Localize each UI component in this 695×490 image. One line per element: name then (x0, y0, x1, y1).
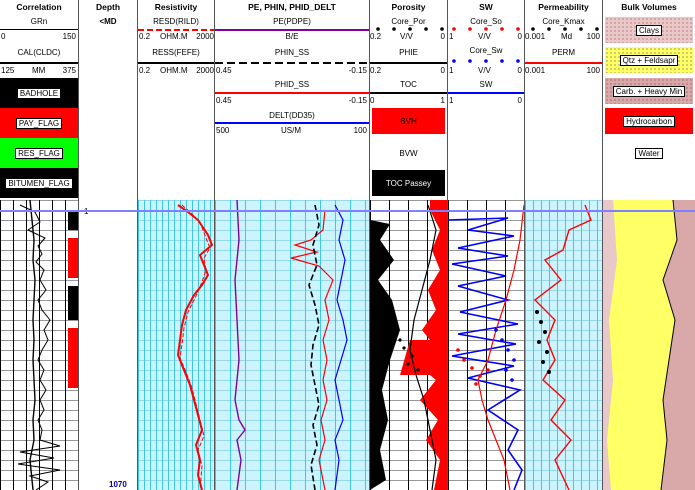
resd-curve (180, 205, 210, 490)
sw-title: SW (479, 2, 493, 12)
bvh-legend[interactable]: BVH (372, 108, 445, 134)
grn-curve (18, 205, 60, 490)
resistivity-track[interactable] (138, 200, 215, 490)
porosity-curves (370, 200, 448, 490)
correlation-track[interactable] (0, 200, 79, 490)
badhole-flag-band (68, 286, 78, 320)
badhole-flag[interactable]: BADHOLE (0, 78, 78, 108)
badhole-flag-band (68, 212, 78, 230)
core-sw-legend-dots (448, 56, 525, 66)
depth-unit: <MD (99, 17, 117, 26)
porosity-header: Porosity Core_Por 0.2 V/V 0 PHIE 0.2 0 TOC 0 1 BVH BVW TOC Passey (370, 0, 448, 200)
permeability-curves (525, 200, 603, 490)
delt-curve-name[interactable]: DELT(DD35) (269, 111, 315, 120)
sw-curve-name[interactable]: SW (479, 80, 493, 89)
porosity-track[interactable] (370, 200, 448, 490)
water-legend[interactable]: Water (605, 140, 693, 166)
cal-curve (30, 200, 35, 490)
pe-header: PE, PHIN, PHID_DELT PE(PDPE) B/E PHIN_SS 0.45 -0.15 PHID_SS 0.45 -0.15 DELT(DD35) 500 US/M 100 (215, 0, 370, 200)
delt-curve (335, 205, 347, 490)
depth-track[interactable] (79, 200, 138, 490)
core-so-curve-name[interactable]: Core_So (470, 17, 502, 26)
correlation-curves (0, 200, 79, 490)
permeability-header: Permeability Core_Kmax 0.001 Md 100 PERM 0.001 100 (525, 0, 603, 200)
core-sw-curve-name[interactable]: Core_Sw (469, 46, 503, 55)
phie-curve-name[interactable]: PHIE (399, 48, 418, 57)
core-sw-points (494, 328, 516, 382)
pay-flag-band (68, 238, 78, 278)
pe-curve-name[interactable]: PE(PDPE) (273, 17, 311, 26)
depth-header (79, 0, 138, 200)
grn-curve-name[interactable]: GRn (30, 17, 48, 26)
correlation-title: Correlation (16, 2, 62, 12)
resistivity-title: Resistivity (154, 2, 198, 12)
permeability-title: Permeability (538, 2, 589, 12)
permeability-track[interactable] (525, 200, 603, 490)
resd-curve-name[interactable]: RESD(RILD) (153, 17, 199, 26)
pe-title: PE, PHIN, PHID_DELT (248, 2, 336, 12)
toc-passey-legend[interactable]: TOC Passey (372, 170, 445, 196)
pe-track[interactable] (215, 200, 370, 490)
phid-curve (291, 210, 333, 490)
sw-curves (448, 200, 525, 490)
porosity-title: Porosity (391, 2, 426, 12)
qtz-feldspar-legend[interactable]: Qtz + Feldsapr (605, 47, 693, 73)
perm-curve (535, 205, 591, 490)
sw-header: SW Core_So 1 V/V 0 Core_Sw 1 V/V 0 SW 1 0 (448, 0, 525, 200)
carb-heavy-min-legend[interactable]: Carb. + Heavy Min (605, 78, 693, 104)
cal-curve-name[interactable]: CAL(CLDC) (17, 48, 61, 57)
bulk-volumes-curves (603, 200, 695, 490)
resistivity-header: Resistivity RESD(RILD) 0.2 OHM.M 2000 RESS(FEFE) 0.2 OHM.M 2000 (138, 0, 215, 200)
hydrocarbon-legend[interactable]: Hydrocarbon (605, 108, 693, 134)
pay-flag-band (68, 328, 78, 388)
depth-marker-line[interactable] (0, 210, 695, 212)
bulk-volumes-header (603, 0, 695, 200)
bulk-volumes-track[interactable] (603, 200, 695, 490)
bvw-fill (400, 340, 448, 375)
pe-curves (215, 200, 370, 490)
core-kmax-points (535, 310, 551, 374)
core-kmax-curve-name[interactable]: Core_Kmax (542, 17, 585, 26)
res-flag[interactable]: RES_FLAG (0, 138, 78, 168)
resistivity-curves (138, 200, 215, 490)
phid-curve-name[interactable]: PHID_SS (274, 80, 310, 89)
correlation-header: Correlation GRn 0 150 CAL(CLDC) 125 MM 375 BADHOLE PAY_FLAG RES_FLAG BITUMEN_FLAG (0, 0, 79, 200)
pe-curve (235, 200, 245, 490)
toc-curve-name[interactable]: TOC (400, 80, 417, 89)
depth-title: Depth (95, 2, 121, 12)
sw-curve (448, 218, 522, 490)
depth-1070-label: 1070 (109, 480, 127, 489)
ress-curve (178, 205, 212, 490)
perm-curve-name[interactable]: PERM (551, 48, 576, 57)
clays-legend[interactable]: Clays (605, 17, 693, 43)
phin-curve-name[interactable]: PHIN_SS (274, 48, 310, 57)
bitumen-flag[interactable]: BITUMEN_FLAG (0, 168, 78, 198)
toc-fill (370, 220, 400, 490)
ress-curve-name[interactable]: RESS(FEFE) (152, 48, 200, 57)
core-por-curve-name[interactable]: Core_Por (391, 17, 426, 26)
pay-flag[interactable]: PAY_FLAG (0, 108, 78, 138)
bulk-volumes-title: Bulk Volumes (621, 2, 677, 12)
phin-curve (309, 205, 319, 490)
sw-track[interactable] (448, 200, 525, 490)
bvw-legend[interactable]: BVW (372, 140, 445, 166)
